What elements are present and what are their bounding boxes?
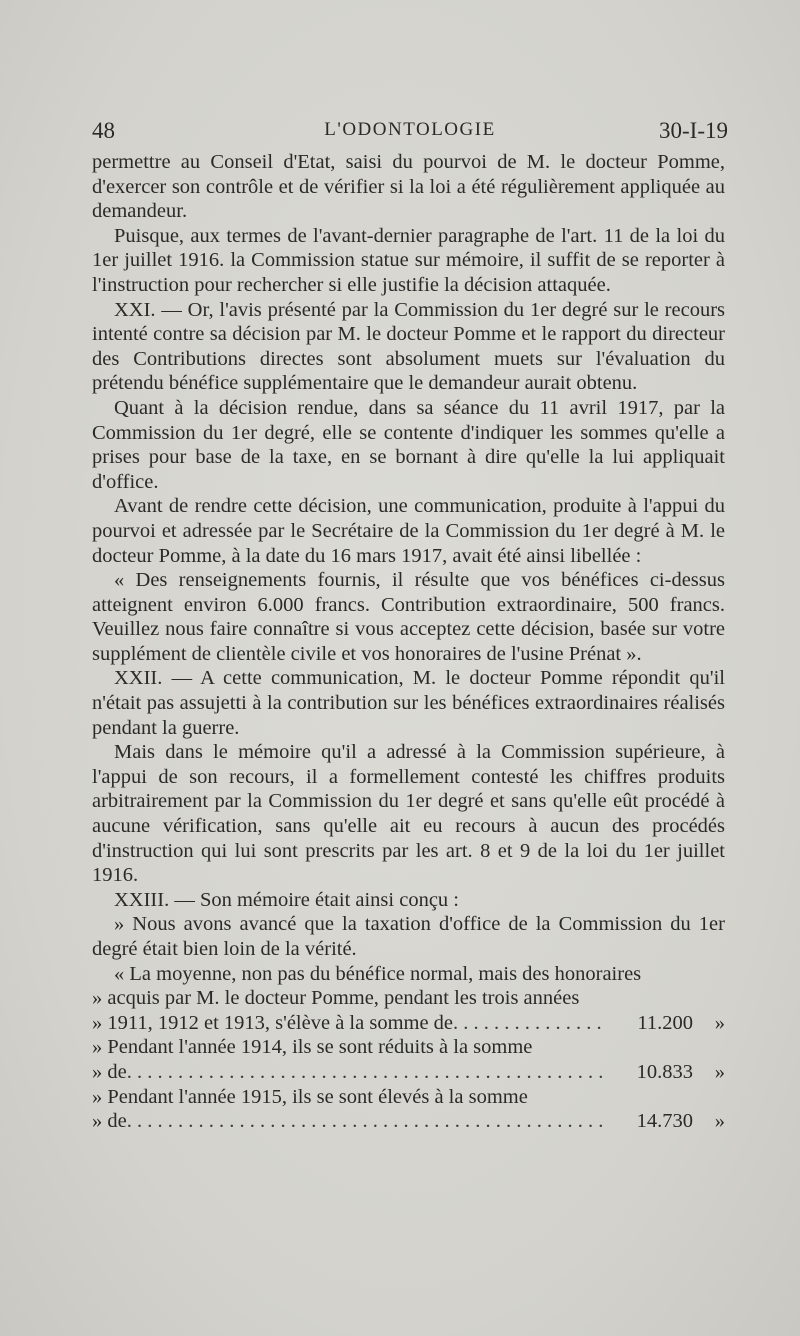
honoraires-ledger: [92, 986, 725, 1134]
ledger-row: [92, 1011, 725, 1036]
ledger-amount: 10.833: [636, 1060, 693, 1083]
quoted-memoire: » Nous avons avancé que la taxation d'office de la Commission du 1er degré était bien loin de la vérité.: [92, 913, 725, 960]
page-number: 48: [92, 118, 115, 143]
dot-leader: [127, 1109, 607, 1134]
article-body: [92, 150, 725, 1134]
ledger-quote: »: [714, 1011, 725, 1034]
ledger-amount: 11.200: [637, 1011, 693, 1034]
issue-date: 30-I-19: [659, 118, 728, 143]
ledger-row: [92, 1085, 725, 1110]
ledger-text: » Pendant l'année 1914, ils se sont réduits à la somme: [92, 1036, 533, 1059]
quoted-memoire-intro: « La moyenne, non pas du bénéfice normal, mais des honoraires: [114, 962, 642, 985]
ledger-quote: »: [714, 1060, 725, 1083]
dot-leader: [127, 1060, 607, 1085]
ledger-text: » 1911, 1912 et 1913, s'élève à la somme de: [92, 1011, 454, 1034]
ledger-text: » acquis par M. le docteur Pomme, pendant les trois années: [92, 987, 580, 1010]
ledger-text: » Pendant l'année 1915, ils se sont élevés à la somme: [92, 1085, 528, 1108]
paragraph-section-xxii: XXII. — A cette communication, M. le docteur Pomme répondit qu'il n'était pas assujetti à la contribution sur les bénéfices extraordinaires réalisés pendant la guerre.: [92, 667, 725, 739]
dot-leader: [453, 1011, 607, 1036]
ledger-row: [92, 1109, 725, 1134]
ledger-text: » de: [92, 1060, 127, 1083]
paragraph: Mais dans le mémoire qu'il a adressé à la Commission supérieure, à l'appui de son recours, il a formellement contesté les chiffres produits arbitrairement par la Commission du 1er degré et sans qu'elle eût procédé à aucune vérification, sans qu'elle ait eu recours à aucun des procédés d'instruction qui lui sont prescrits par les art. 8 et 9 de la loi du 1er juillet 1916.: [92, 741, 725, 887]
paragraph-section-xxiii: XXIII. — Son mémoire était ainsi conçu :: [114, 888, 459, 911]
running-header: [92, 118, 728, 148]
paragraph: Quant à la décision rendue, dans sa séance du 11 avril 1917, par la Commission du 1er degré, elle se contente d'indiquer les sommes qu'elle a prises pour base de la taxe, en se bornant à dire qu'elle la lui appliquait d'office.: [92, 396, 725, 493]
paragraph: Avant de rendre cette décision, une communication, produite à l'appui du pourvoi et adressée par le Secrétaire de la Commission du 1er degré à M. le docteur Pomme, à la date du 16 mars 1917, avait été ainsi libellée :: [92, 495, 725, 567]
ledger-row: [92, 1035, 725, 1060]
ledger-row: [92, 986, 725, 1011]
paragraph-continuation: permettre au Conseil d'Etat, saisi du pourvoi de M. le docteur Pomme, d'exercer son contrôle et de vérifier si la loi a été régulièrement appliquée au demandeur.: [92, 151, 725, 223]
ledger-amount: 14.730: [636, 1110, 693, 1133]
paragraph-section-xxi: XXI. — Or, l'avis présenté par la Commission du 1er degré sur le recours intenté contre sa décision par M. le docteur Pomme et le rapport du directeur des Contributions directes sont absolument muets sur l'évaluation du prétendu bénéfice supplémentaire que le demandeur aurait obtenu.: [92, 298, 725, 395]
ledger-text: » de: [92, 1110, 127, 1133]
ledger-row: [92, 1060, 725, 1085]
quoted-communication: « Des renseignements fournis, il résulte que vos bénéfices ci-dessus atteignent environ 6.000 francs. Contribution extraordinaire, 500 francs. Veuillez nous faire connaître si vous acceptez cette décision, basée sur votre supplément de clientèle civile et vos honoraires de l'usine Prénat ».: [92, 569, 725, 665]
paragraph: Puisque, aux termes de l'avant-dernier paragraphe de l'art. 11 de la loi du 1er juillet 1916. la Commission statue sur mémoire, il suffit de se reporter à l'instruction pour rechercher si elle justifie la décision attaquée.: [92, 224, 725, 296]
journal-title: L'ODONTOLOGIE: [324, 119, 496, 140]
ledger-quote: »: [714, 1110, 725, 1133]
